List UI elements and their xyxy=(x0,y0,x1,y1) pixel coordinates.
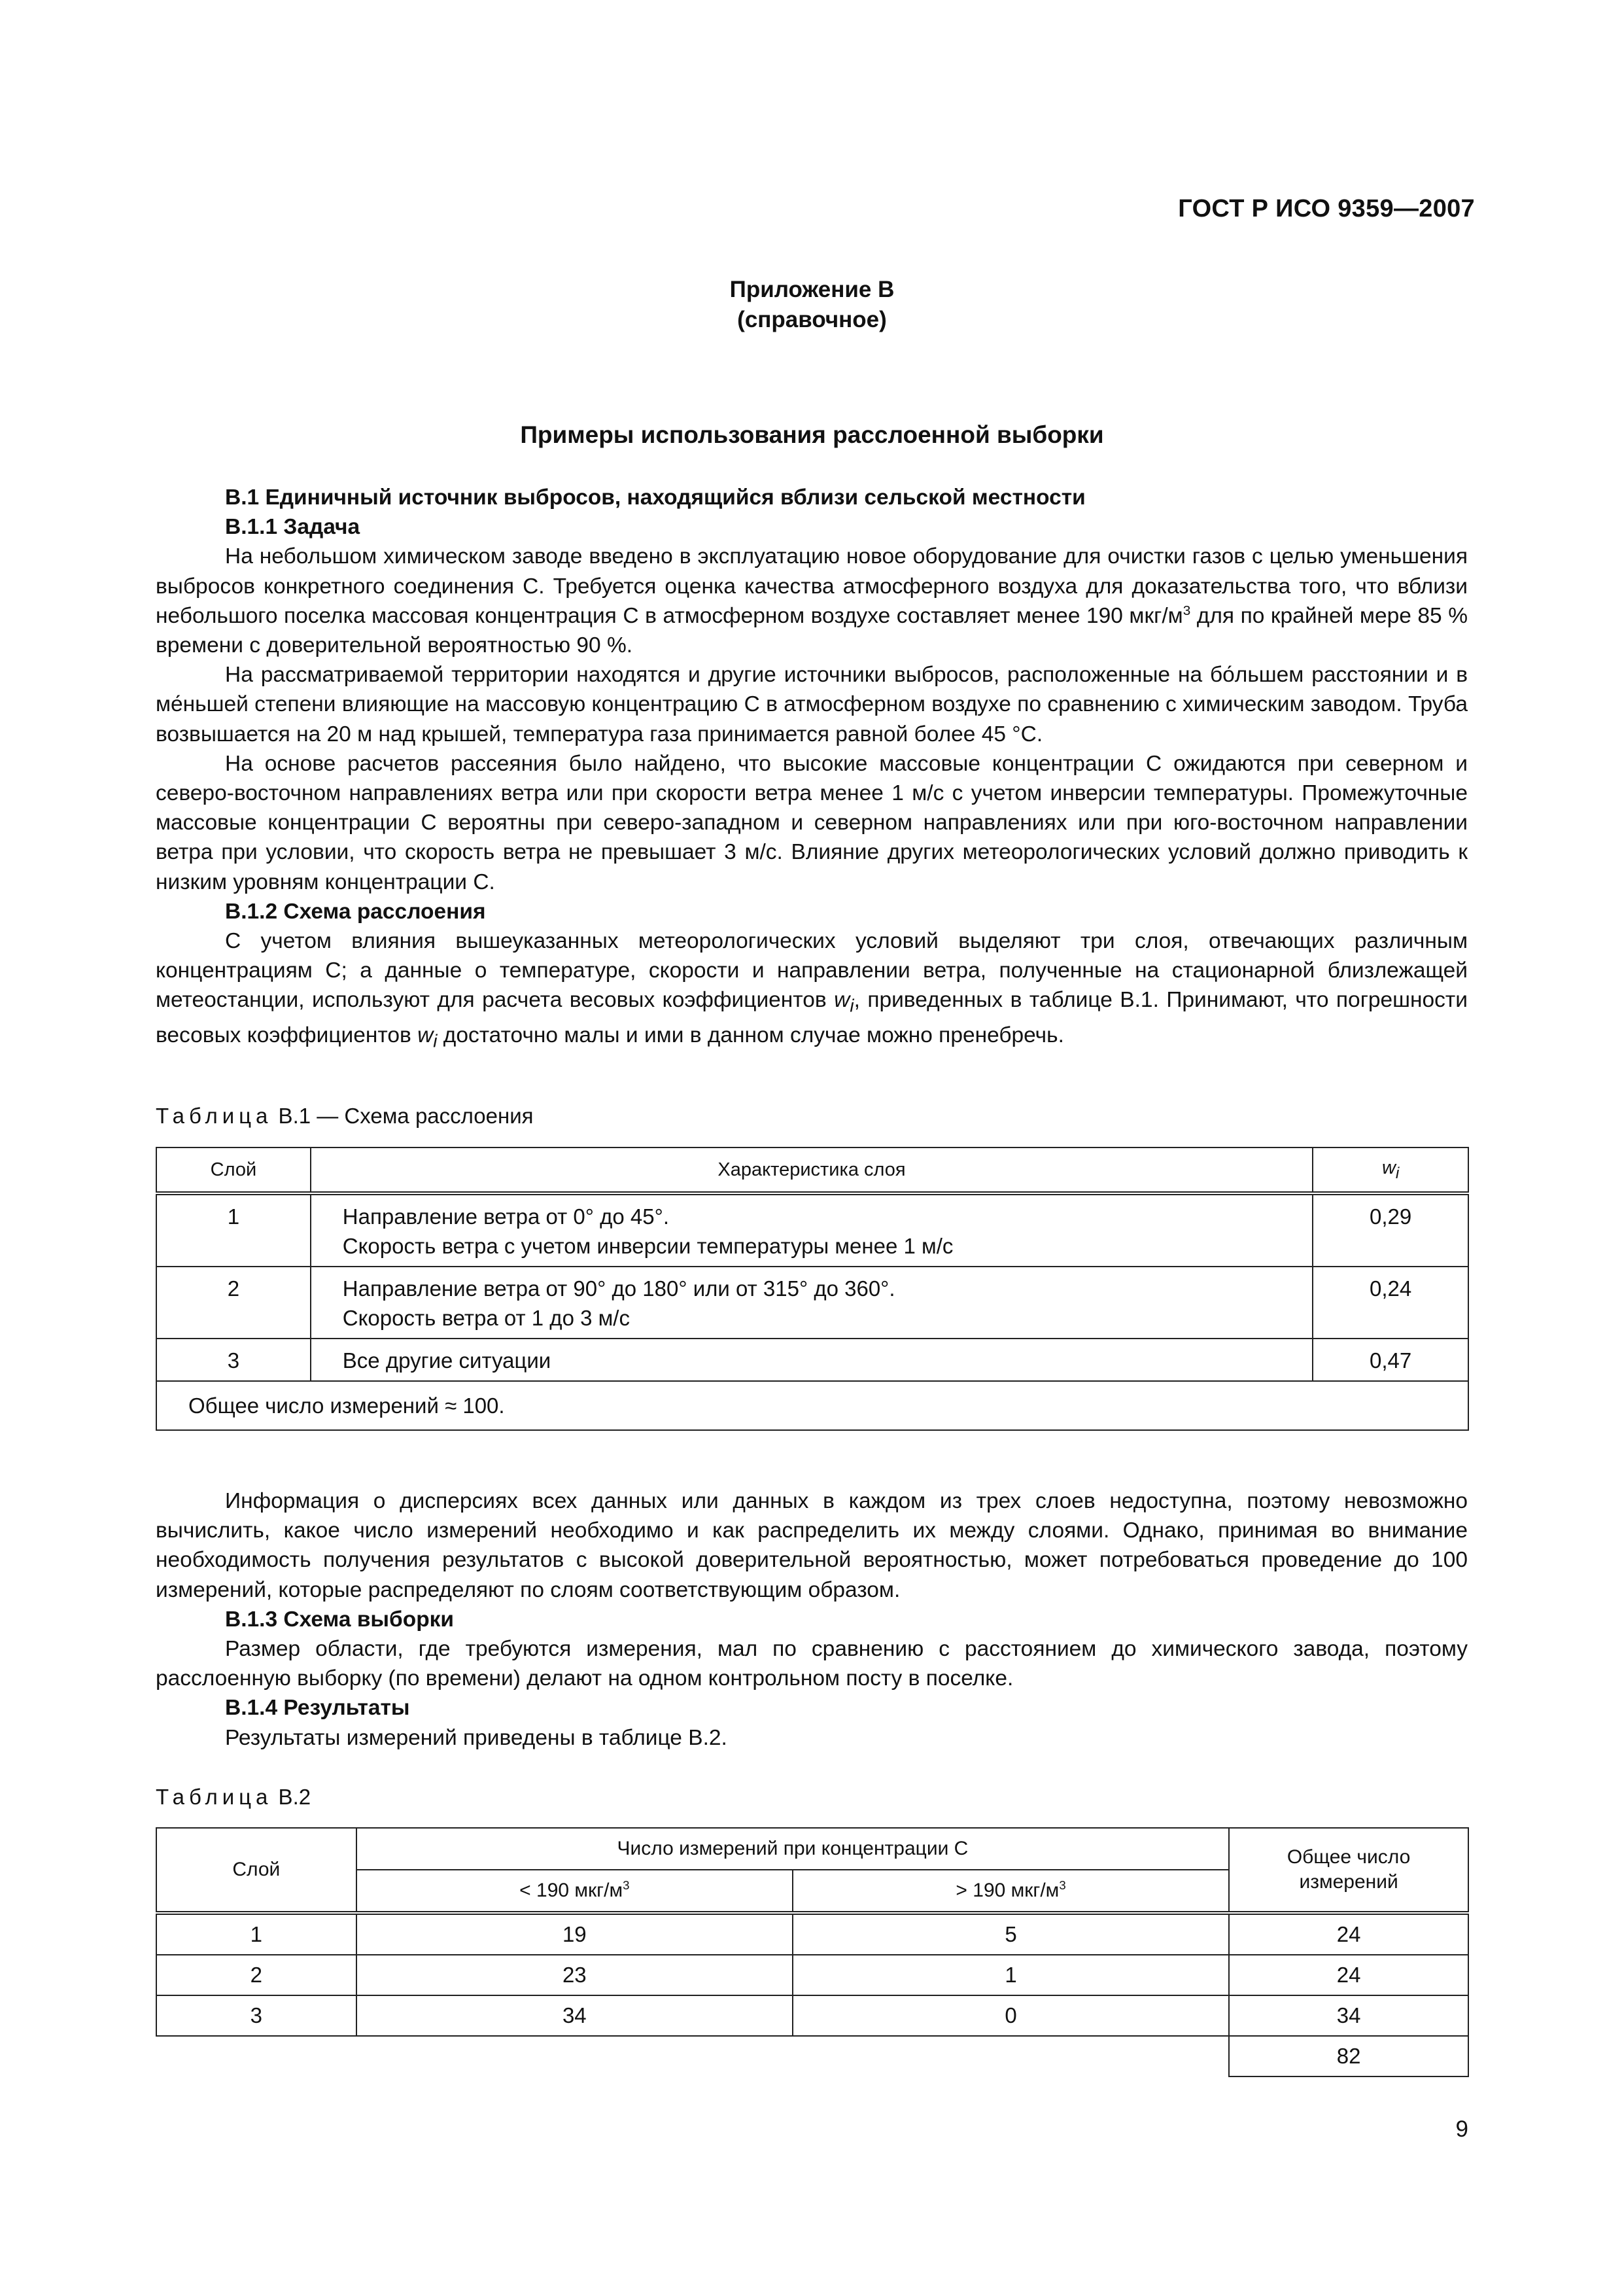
table1-header-layer: Слой xyxy=(156,1148,311,1193)
table1-header-weight: $w_i$ xyxy=(1313,1148,1468,1193)
heading-b1-4: В.1.4 Результаты xyxy=(225,1696,410,1721)
table1-header-characteristic: Характеристика слоя xyxy=(311,1148,1313,1193)
appendix-subtitle: (справочное) xyxy=(737,307,887,332)
document-code: ГОСТ Р ИСО 9359—2007 xyxy=(1178,195,1475,222)
table-row: 1 Направление ветра от 0° до 45°. Скорость ветра с учетом инверсии температуры менее 1 м/с 0,29 xyxy=(156,1193,1468,1267)
table1-note-row xyxy=(156,1381,1468,1430)
table-row: 2 23 1 24 xyxy=(156,1955,1468,1995)
section-title: Примеры использования расслоенной выборки xyxy=(520,421,1104,448)
heading-b1-2: В.1.2 Схема расслоения xyxy=(225,899,486,924)
table2-header-row-1 xyxy=(156,1828,1468,1870)
heading-b1: В.1 Единичный источник выбросов, находящийся вблизи сельской местности xyxy=(225,485,1086,510)
table-row: 1 19 5 24 xyxy=(156,1913,1468,1955)
table-row: 3 Все другие ситуации 0,47 xyxy=(156,1339,1468,1381)
paragraph-3: На основе расчетов рассеяния было найдено, что высокие массовые концентрации С ожидаются при северном и северо-восточном направлениях ветра или при скорости ветра менее 1 м/с с учетом инверсии температуры. Промежуточные массовые концентрации С вероятны при северо-западном и северном направлениях или при юго-восточном направлении ветра при условии, что скорость ветра не превышает 3 м/с. Влияние других метеорологических условий должно приводить к низким уровням концентрации С. xyxy=(156,751,1468,894)
table1-header-row xyxy=(156,1148,1468,1193)
page-number: 9 xyxy=(1455,2116,1468,2142)
table2-header-gt: > 190 мкг/$м^3$ xyxy=(793,1870,1229,1913)
table-row: 3 34 0 34 xyxy=(156,1995,1468,2036)
paragraph-4: С учетом влияния вышеуказанных метеорологических условий выделяют три слоя, отвечающих различным концентрациям С; а данные о температуре, скорости и направлении ветра, полученные на стационарной близлежащей метеостанции, используют для расчета весовых коэффициентов $w_i$, приведенных в таблице В.1. Принимают, что погрешности весовых коэффициентов $w_i$ достаточно малы и ими в данном случае можно пренебречь. xyxy=(156,929,1468,1052)
paragraph-7: Результаты измерений приведены в таблице В.2. xyxy=(225,1725,727,1750)
table2-header-lt: < 190 мкг/$м^3$ xyxy=(356,1870,793,1913)
paragraph-5: Информация о дисперсиях всех данных или данных в каждом из трех слоев недоступна, поэтому невозможно вычислить, какое число измерений необходимо и как распределить их между слоями. Однако, принимая во внимание необходимость получения результатов с высокой доверительной вероятностью, может потребоваться проведение до 100 измерений, которые распределяют по слоям соответствующим образом. xyxy=(156,1489,1468,1602)
paragraph-1: На небольшом химическом заводе введено в эксплуатацию новое оборудование для очистки газов с целью уменьшения выбросов конкретного соединения С. Требуется оценка качества атмосферного воздуха для доказательства того, что вблизи небольшого поселка массовая концентрация С в атмосферном воздухе составляет менее 190 мкг/$м^3$ для по крайней мере 85 % времени с доверительной вероятностью 90 %. xyxy=(156,544,1468,658)
table2-header-total: Общее число измерений xyxy=(1229,1828,1468,1913)
body-text-part1 xyxy=(156,483,1468,1056)
table2-header-layer: Слой xyxy=(156,1828,356,1913)
table-b1 xyxy=(156,1147,1469,1431)
table2-grand-total: 82 xyxy=(1229,2036,1468,2076)
table-b2 xyxy=(156,1827,1469,2077)
appendix-title: Приложение В xyxy=(729,277,895,302)
paragraph-2: На рассматриваемой территории находятся и другие источники выбросов, расположенные на бо́льшем расстоянии и в ме́ньшей степени влияющие на массовую концентрацию С в атмосферном воздухе по сравнению с химическим заводом. Труба возвышается на 20 м над крышей, температура газа принимается равной более 45 °С. xyxy=(156,663,1468,746)
appendix-heading xyxy=(0,275,1624,335)
heading-b1-3: В.1.3 Схема выборки xyxy=(225,1607,455,1632)
table-row: 2 Направление ветра от 90° до 180° или от 315° до 360°. Скорость ветра от 1 до 3 м/с 0,24 xyxy=(156,1267,1468,1339)
table1-caption: Таблица В.1 — Схема расслоения xyxy=(156,1104,534,1128)
table1-note: Общее число измерений ≈ 100. xyxy=(156,1381,1468,1430)
table2-caption: Таблица В.2 xyxy=(156,1785,311,1809)
paragraph-6: Размер области, где требуются измерения, мал по сравнению с расстоянием до химического завода, поэтому расслоенную выборку (по времени) делают на одном контрольном посту в поселке. xyxy=(156,1637,1468,1691)
heading-b1-1: В.1.1 Задача xyxy=(225,515,360,540)
body-text-part2 xyxy=(156,1486,1468,1753)
table2-header-group: Число измерений при концентрации С xyxy=(356,1828,1229,1870)
table2-total-row xyxy=(156,2036,1468,2076)
